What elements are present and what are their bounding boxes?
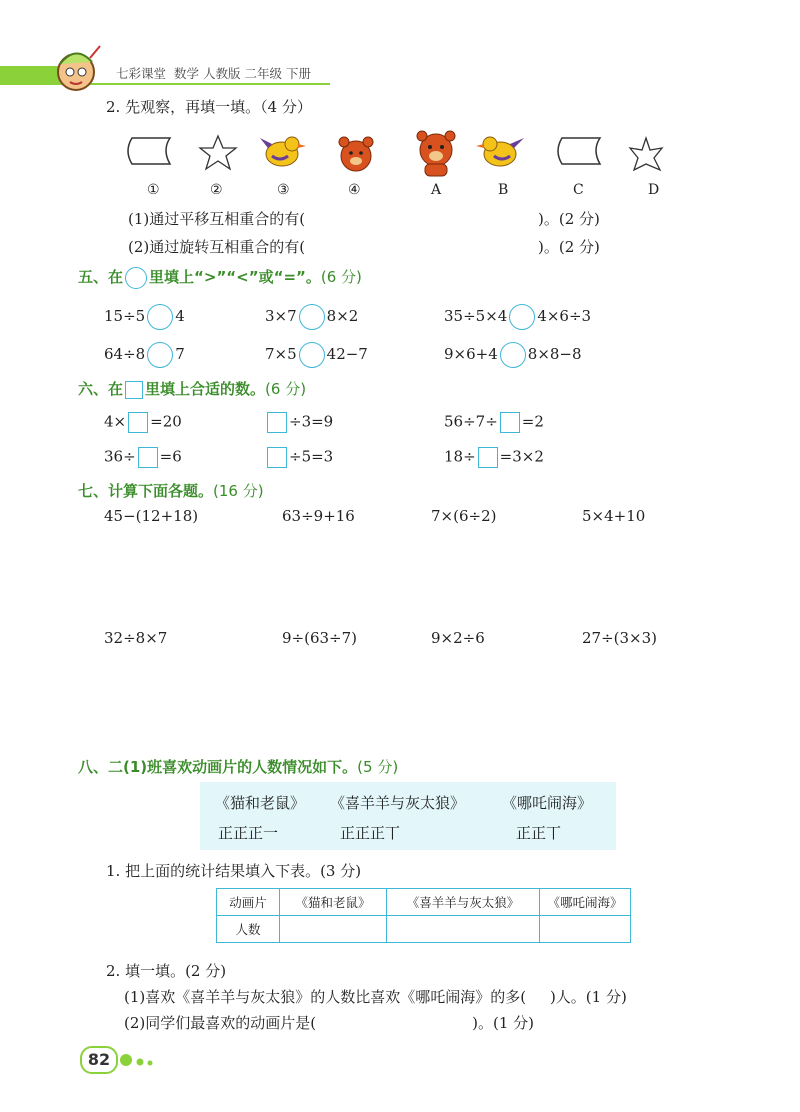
s6-item-6: 18÷ =3×2	[444, 447, 544, 468]
section5-title: 五、在 里填上“>”“<”或“=”。(6 分)	[78, 266, 362, 289]
s7-expr-1: 45−(12+18)	[104, 507, 199, 525]
tally-cartoon-1: 《猫和老鼠》	[215, 794, 306, 812]
s6-item-4: 36÷ =6	[104, 447, 182, 468]
s6-item-3: 56÷7÷ =2	[444, 412, 544, 433]
table-header: 《哪吒闹海》	[540, 889, 631, 916]
s7-expr-5: 32÷8×7	[104, 629, 168, 647]
q2-line1-end: )。(2 分)	[538, 210, 600, 228]
s5-item-3: 35÷5×4 4×6÷3	[444, 304, 591, 330]
header-text: 七彩课堂 数学 人教版 二年级 下册	[116, 66, 311, 81]
figures	[120, 128, 680, 180]
s5-item-5: 7×5 42−7	[265, 342, 368, 368]
s5-item-4: 64÷8 7	[104, 342, 185, 368]
s5-item-2: 3×7 8×2	[265, 304, 358, 330]
star-shape-2	[200, 136, 236, 169]
s6-item-1: 4× =20	[104, 412, 182, 433]
figure-label-A: A	[431, 182, 442, 198]
q2-title: 2. 先观察，再填一填。（4 分）	[106, 98, 312, 116]
crescent-shape-1	[128, 138, 170, 164]
figure-label-C: C	[573, 182, 584, 198]
s8-q2: 2. 填一填。(2 分)	[106, 962, 227, 980]
s7-expr-3: 7×(6÷2)	[431, 507, 497, 525]
table-header: 《喜羊羊与灰太狼》	[387, 889, 540, 916]
table-row	[217, 889, 631, 916]
s7-expr-7: 9×2÷6	[431, 629, 485, 647]
footer-dots-icon	[118, 1050, 158, 1070]
tally-count-2: 正正正丅	[340, 824, 401, 842]
bird-icon-3	[260, 137, 306, 166]
s7-expr-4: 5×4+10	[582, 507, 646, 525]
stats-table	[216, 888, 631, 943]
figure-label-1: ①	[147, 182, 160, 198]
s8-q1: 1. 把上面的统计结果填入下表。(3 分)	[106, 862, 362, 880]
tally-cartoon-3: 《哪吒闹海》	[502, 794, 593, 812]
s5-item-6: 9×6+4 8×8−8	[444, 342, 582, 368]
s6-item-2: ÷3=9	[265, 412, 333, 433]
figure-label-2: ②	[210, 182, 223, 198]
tally-count-3: 正正丅	[516, 824, 562, 842]
tally-cartoon-2: 《喜羊羊与灰太狼》	[330, 794, 466, 812]
s8-q2-1: (1)喜欢《喜羊羊与灰太狼》的人数比喜欢《哪吒闹海》的多( )人。(1 分)	[124, 988, 627, 1006]
s8-q2-2: (2)同学们最喜欢的动画片是( )。(1 分)	[124, 1014, 534, 1032]
star-shape-D	[630, 138, 662, 170]
section8-title: 八、二(1)班喜欢动画片的人数情况如下。(5 分)	[78, 758, 399, 776]
s7-expr-6: 9÷(63÷7)	[282, 629, 358, 647]
table-row	[217, 916, 631, 943]
page-number: 82	[80, 1046, 118, 1074]
figure-label-D: D	[648, 182, 660, 198]
table-row-label: 人数	[217, 916, 280, 943]
s6-item-5: ÷5=3	[265, 447, 333, 468]
figure-label-3: ③	[277, 182, 290, 198]
table-header: 《猫和老鼠》	[280, 889, 387, 916]
figure-label-4: ④	[348, 182, 361, 198]
table-cell-input[interactable]	[387, 916, 540, 943]
bird-icon-B	[476, 137, 524, 166]
figure-label-B: B	[498, 182, 509, 198]
q2-line1: (1)通过平移互相重合的有(	[128, 210, 306, 228]
table-cell-input[interactable]	[540, 916, 631, 943]
bear-icon-4	[339, 137, 373, 171]
mascot-icon	[50, 40, 106, 96]
q2-line2-end: )。(2 分)	[538, 238, 600, 256]
crescent-shape-C	[558, 138, 600, 164]
bear-icon-A	[417, 131, 455, 176]
tally-count-1: 正正正一	[218, 824, 279, 842]
s5-item-1: 15÷5 4	[104, 304, 185, 330]
s7-expr-2: 63÷9+16	[282, 507, 355, 525]
s7-expr-8: 27÷(3×3)	[582, 629, 658, 647]
section7-title: 七、计算下面各题。(16 分)	[78, 482, 264, 500]
table-header: 动画片	[217, 889, 280, 916]
section6-title: 六、在 里填上合适的数。(6 分)	[78, 380, 307, 398]
table-cell-input[interactable]	[280, 916, 387, 943]
q2-line2: (2)通过旋转互相重合的有(	[128, 238, 306, 256]
